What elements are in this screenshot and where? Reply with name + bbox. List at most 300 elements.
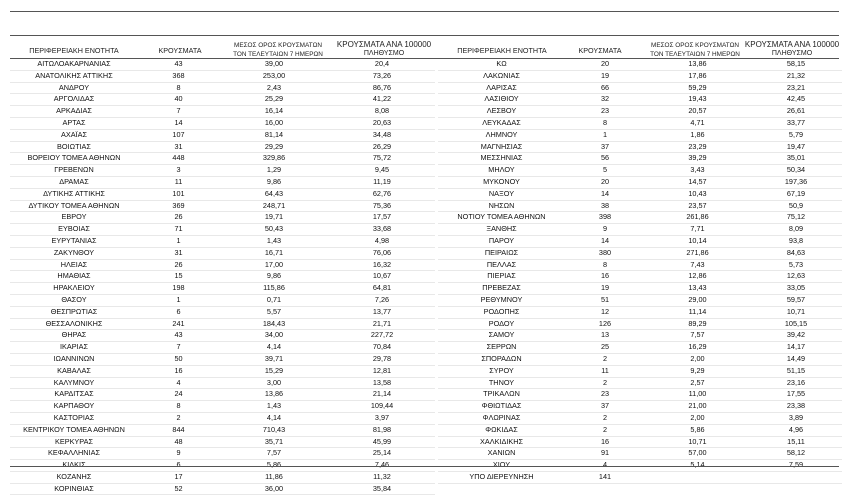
cases-cell: 48 bbox=[174, 436, 183, 446]
table-row bbox=[438, 247, 842, 259]
cases-cell: 26 bbox=[174, 212, 183, 222]
region-cell: ΘΗΡΑΣ bbox=[61, 330, 87, 340]
region-cell: ΑΙΤΩΛΟΑΚΑΡΝΑΝΙΑΣ bbox=[37, 59, 111, 68]
per-100k-cell: 11,32 bbox=[373, 471, 391, 481]
cases-cell: 56 bbox=[600, 153, 610, 163]
cases-cell: 24 bbox=[174, 389, 183, 399]
avg-7day-cell: 2,00 bbox=[690, 412, 705, 422]
per-100k-cell: 23,38 bbox=[786, 401, 806, 411]
cases-cell: 16 bbox=[600, 271, 610, 281]
table-row bbox=[438, 153, 842, 165]
table-row bbox=[10, 342, 435, 354]
avg-7day-cell: 1,86 bbox=[690, 129, 705, 139]
region-cell: ΠΕΛΛΑΣ bbox=[486, 259, 517, 269]
avg-7day-cell: 271,86 bbox=[686, 247, 709, 257]
region-cell: ΦΛΩΡΙΝΑΣ bbox=[482, 412, 521, 422]
cases-cell: 15 bbox=[174, 271, 183, 281]
avg-7day-cell: 9,86 bbox=[266, 176, 282, 186]
per-100k-cell: 29,78 bbox=[372, 353, 392, 363]
per-100k-cell: 5,79 bbox=[788, 129, 804, 139]
per-100k-cell: 76,06 bbox=[372, 247, 392, 257]
per-100k-cell bbox=[750, 471, 842, 483]
region-cell: ΗΜΑΘΙΑΣ bbox=[57, 271, 91, 281]
avg-7day-cell: 16,14 bbox=[264, 106, 284, 116]
region-cell: ΤΗΝΟΥ bbox=[488, 377, 515, 387]
avg-7day-cell: 29,29 bbox=[264, 141, 284, 151]
region-cell: ΛΑΣΙΘΙΟΥ bbox=[484, 94, 519, 104]
region-cell: ΜΥΚΟΝΟΥ bbox=[483, 176, 520, 186]
left-header-per100k-line2: ΠΛΗΘΥΣΜΟ bbox=[363, 49, 405, 57]
table-row bbox=[438, 188, 842, 200]
region-cell: ΣΥΡΟΥ bbox=[489, 365, 514, 375]
avg-7day-cell: 29,00 bbox=[688, 294, 707, 304]
per-100k-cell: 81,98 bbox=[372, 424, 392, 434]
avg-7day-cell: 14,57 bbox=[688, 176, 707, 186]
table-row bbox=[10, 306, 435, 318]
cases-cell: 448 bbox=[172, 153, 185, 163]
cases-cell: 8 bbox=[176, 401, 181, 411]
cases-cell: 23 bbox=[600, 389, 610, 399]
per-100k-cell: 33,05 bbox=[786, 283, 806, 293]
cases-cell: 12 bbox=[600, 306, 610, 316]
cases-cell: 71 bbox=[174, 224, 183, 234]
per-100k-cell: 10,71 bbox=[786, 306, 806, 316]
cases-cell: 2 bbox=[602, 424, 608, 434]
region-cell: ΛΕΣΒΟΥ bbox=[486, 106, 517, 116]
avg-7day-cell: 13,86 bbox=[688, 59, 707, 68]
table-row bbox=[10, 471, 435, 483]
cases-cell: 13 bbox=[600, 330, 610, 340]
left-header-per100k-line1: ΚΡΟΥΣΜΑΤΑ ΑΝΑ 100000 bbox=[336, 40, 432, 49]
per-100k-cell: 16,32 bbox=[372, 259, 392, 269]
per-100k-cell: 35,84 bbox=[372, 483, 392, 493]
avg-7day-cell: 17,86 bbox=[688, 70, 707, 80]
region-cell: ΙΚΑΡΙΑΣ bbox=[59, 342, 89, 352]
per-100k-cell: 7,26 bbox=[374, 294, 390, 304]
table-row bbox=[438, 283, 842, 295]
region-cell: ΑΝΔΡΟΥ bbox=[58, 82, 90, 92]
avg-7day-cell: 5,57 bbox=[266, 306, 282, 316]
cases-cell: 14 bbox=[600, 235, 610, 245]
region-cell: ΕΥΒΟΙΑΣ bbox=[58, 224, 90, 234]
per-100k-cell: 26,29 bbox=[372, 141, 392, 151]
per-100k-cell: 4,96 bbox=[788, 424, 804, 434]
region-cell: ΔΥΤΙΚΗΣ ΑΤΤΙΚΗΣ bbox=[43, 188, 105, 198]
avg-7day-cell: 16,00 bbox=[264, 117, 284, 127]
avg-7day-cell: 39,71 bbox=[264, 353, 284, 363]
table-row bbox=[438, 106, 842, 118]
per-100k-cell: 23,21 bbox=[786, 82, 806, 92]
cases-cell: 1 bbox=[602, 129, 608, 139]
region-cell: ΚΕΦΑΛΛΗΝΙΑΣ bbox=[48, 448, 100, 458]
avg-7day-cell: 39,00 bbox=[264, 59, 284, 68]
right-header-per100k-line2: ΠΛΗΘΥΣΜΟ bbox=[771, 49, 813, 57]
table-row bbox=[438, 165, 842, 177]
per-100k-cell: 109,44 bbox=[370, 401, 394, 411]
avg-7day-cell: 3,00 bbox=[266, 377, 282, 387]
table-row bbox=[10, 200, 435, 212]
table-row bbox=[10, 401, 435, 413]
avg-7day-cell: 2,43 bbox=[266, 82, 282, 92]
table-row bbox=[10, 365, 435, 377]
avg-7day-cell: 39,29 bbox=[688, 153, 707, 163]
avg-7day-cell: 17,00 bbox=[264, 259, 284, 269]
avg-7day-cell: 21,00 bbox=[688, 401, 707, 411]
avg-7day-cell: 11,86 bbox=[265, 471, 283, 481]
table-row bbox=[438, 70, 842, 82]
per-100k-cell: 67,19 bbox=[786, 188, 806, 198]
per-100k-cell: 7,59 bbox=[788, 460, 804, 470]
region-cell: ΑΧΑΪΑΣ bbox=[60, 129, 87, 139]
table-row bbox=[10, 117, 435, 129]
avg-7day-cell: 710,43 bbox=[262, 424, 286, 434]
avg-7day-cell: 11,00 bbox=[688, 389, 707, 399]
cases-cell: 9 bbox=[176, 448, 181, 458]
per-100k-cell: 26,61 bbox=[786, 106, 806, 116]
cases-cell: 5 bbox=[602, 165, 608, 175]
per-100k-cell: 12,81 bbox=[372, 365, 392, 375]
cases-cell: 8 bbox=[602, 117, 608, 127]
per-100k-cell: 75,12 bbox=[786, 212, 806, 222]
avg-7day-cell: 5,86 bbox=[690, 424, 705, 434]
cases-cell: 91 bbox=[600, 448, 610, 458]
per-100k-cell: 23,16 bbox=[786, 377, 806, 387]
left-header-avg-line1: ΜΕΣΟΣ ΟΡΟΣ ΚΡΟΥΣΜΑΤΩΝ bbox=[234, 42, 322, 49]
region-cell: ΚΑΒΑΛΑΣ bbox=[57, 365, 91, 375]
region-cell: ΛΗΜΝΟΥ bbox=[485, 129, 518, 139]
avg-7day-cell: 1,29 bbox=[266, 165, 282, 175]
cases-cell: 43 bbox=[174, 330, 183, 340]
left-header-cases: ΚΡΟΥΣΜΑΤΑ bbox=[158, 46, 202, 55]
region-cell: ΜΕΣΣΗΝΙΑΣ bbox=[480, 153, 523, 163]
avg-7day-cell: 253,00 bbox=[262, 70, 286, 80]
right-header-avg-line2: ΤΟΝ ΤΕΛΕΥΤΑΙΩΝ 7 ΗΜΕΡΩΝ bbox=[650, 50, 740, 58]
avg-7day-cell: 19,71 bbox=[264, 212, 284, 222]
region-cell: ΚΑΛΥΜΝΟΥ bbox=[53, 377, 95, 387]
per-100k-cell: 11,19 bbox=[373, 176, 391, 186]
table-row bbox=[10, 129, 435, 141]
cases-cell: 37 bbox=[600, 401, 610, 411]
cases-cell: 25 bbox=[600, 342, 610, 352]
table-row bbox=[10, 82, 435, 94]
table-row bbox=[10, 94, 435, 106]
per-100k-cell: 25,14 bbox=[372, 448, 392, 458]
per-100k-cell: 13,77 bbox=[372, 306, 392, 316]
table-row bbox=[10, 106, 435, 118]
per-100k-cell: 227,72 bbox=[370, 330, 394, 340]
cases-cell: 40 bbox=[174, 94, 183, 104]
region-cell: ΚΕΝΤΡΙΚΟΥ ΤΟΜΕΑ ΑΘΗΝΩΝ bbox=[23, 424, 125, 434]
per-100k-cell: 62,76 bbox=[372, 188, 392, 198]
per-100k-cell: 64,81 bbox=[372, 283, 392, 293]
table-row bbox=[10, 377, 435, 389]
per-100k-cell: 17,55 bbox=[786, 389, 806, 399]
left-header-region: ΠΕΡΙΦΕΡΕΙΑΚΗ ΕΝΟΤΗΤΑ bbox=[29, 46, 119, 55]
top-rule bbox=[10, 11, 839, 12]
cases-cell: 19 bbox=[600, 70, 610, 80]
avg-7day-cell: 115,86 bbox=[263, 283, 285, 293]
table-row bbox=[438, 82, 842, 94]
avg-7day-cell: 12,86 bbox=[688, 271, 707, 281]
region-cell: ΠΙΕΡΙΑΣ bbox=[487, 271, 516, 281]
region-cell: ΗΡΑΚΛΕΙΟΥ bbox=[53, 283, 95, 293]
cases-cell: 51 bbox=[600, 294, 610, 304]
per-100k-cell: 21,71 bbox=[372, 318, 392, 328]
table-row bbox=[10, 283, 435, 295]
cases-cell: 2 bbox=[176, 412, 181, 422]
cases-cell: 11 bbox=[174, 176, 183, 186]
per-100k-cell: 35,01 bbox=[786, 153, 806, 163]
region-cell: ΑΡΓΟΛΙΔΑΣ bbox=[53, 94, 95, 104]
avg-7day-cell: 261,86 bbox=[686, 212, 709, 222]
region-cell: ΦΩΚΙΔΑΣ bbox=[485, 424, 518, 434]
table-row bbox=[10, 424, 435, 436]
avg-7day-cell bbox=[645, 471, 750, 483]
per-100k-cell: 14,17 bbox=[786, 342, 806, 352]
cases-cell: 2 bbox=[602, 412, 608, 422]
per-100k-cell: 197,36 bbox=[784, 176, 808, 186]
table-row bbox=[10, 153, 435, 165]
avg-7day-cell: 9,29 bbox=[690, 365, 705, 375]
cases-cell: 14 bbox=[174, 117, 183, 127]
table-row bbox=[10, 436, 435, 448]
per-100k-cell: 50,34 bbox=[786, 165, 806, 175]
cases-cell: 4 bbox=[602, 460, 608, 470]
per-100k-cell: 21,32 bbox=[786, 70, 806, 80]
avg-7day-cell: 16,71 bbox=[264, 247, 284, 257]
per-100k-cell: 14,49 bbox=[786, 353, 806, 363]
avg-7day-cell: 10,43 bbox=[688, 188, 707, 198]
right-header-per100k bbox=[742, 41, 842, 58]
table-row bbox=[10, 412, 435, 424]
avg-7day-cell: 2,57 bbox=[690, 377, 705, 387]
table-row bbox=[10, 165, 435, 177]
region-cell: ΕΒΡΟΥ bbox=[61, 212, 87, 222]
table-row bbox=[438, 365, 842, 377]
per-100k-cell: 20,4 bbox=[374, 59, 390, 68]
avg-7day-cell: 1,43 bbox=[266, 401, 282, 411]
per-100k-cell: 73,26 bbox=[372, 70, 392, 80]
region-cell: ΔΡΑΜΑΣ bbox=[59, 176, 89, 186]
per-100k-cell: 7,46 bbox=[374, 460, 390, 470]
per-100k-cell: 12,63 bbox=[786, 271, 806, 281]
cases-cell: 141 bbox=[598, 471, 612, 481]
cases-cell: 31 bbox=[174, 247, 183, 257]
per-100k-cell: 4,98 bbox=[374, 235, 390, 245]
avg-7day-cell: 36,00 bbox=[264, 483, 284, 493]
region-cell: ΚΑΣΤΟΡΙΑΣ bbox=[53, 412, 95, 422]
per-100k-cell: 58,15 bbox=[786, 59, 806, 68]
avg-7day-cell: 7,71 bbox=[690, 224, 705, 234]
avg-7day-cell: 2,00 bbox=[690, 353, 705, 363]
table-row bbox=[10, 483, 435, 495]
avg-7day-cell: 20,57 bbox=[688, 106, 707, 116]
cases-cell: 3 bbox=[176, 165, 181, 175]
avg-7day-cell: 64,43 bbox=[264, 188, 284, 198]
region-cell: ΚΑΡΠΑΘΟΥ bbox=[53, 401, 95, 411]
region-cell: ΑΝΑΤΟΛΙΚΗΣ ΑΤΤΙΚΗΣ bbox=[35, 70, 113, 80]
per-100k-cell: 59,57 bbox=[786, 294, 806, 304]
table-row bbox=[438, 200, 842, 212]
region-cell: ΚΑΡΔΙΤΣΑΣ bbox=[54, 389, 94, 399]
table-row bbox=[438, 377, 842, 389]
cases-cell: 1 bbox=[176, 235, 181, 245]
avg-7day-cell: 13,43 bbox=[688, 283, 707, 293]
avg-7day-cell: 35,71 bbox=[264, 436, 284, 446]
table-row bbox=[438, 471, 842, 483]
right-header-cases: ΚΡΟΥΣΜΑΤΑ bbox=[578, 46, 622, 55]
table-row bbox=[438, 318, 842, 330]
region-cell: ΣΑΜΟΥ bbox=[488, 330, 515, 340]
cases-cell: 50 bbox=[174, 353, 183, 363]
cases-cell: 11 bbox=[601, 365, 609, 375]
table-row bbox=[10, 318, 435, 330]
per-100k-cell: 75,72 bbox=[372, 153, 392, 163]
table-row bbox=[438, 212, 842, 224]
cases-cell: 16 bbox=[174, 365, 183, 375]
avg-7day-cell: 23,29 bbox=[688, 141, 707, 151]
table-row bbox=[10, 224, 435, 236]
right-header-per100k-line1: ΚΡΟΥΣΜΑΤΑ ΑΝΑ 100000 bbox=[744, 40, 840, 49]
per-100k-cell: 3,89 bbox=[788, 412, 804, 422]
per-100k-cell: 21,14 bbox=[372, 389, 392, 399]
region-cell: ΝΟΤΙΟΥ ΤΟΜΕΑ ΑΘΗΝΩΝ bbox=[457, 212, 546, 222]
region-cell: ΑΡΚΑΔΙΑΣ bbox=[56, 106, 92, 116]
left-data-table bbox=[10, 59, 435, 495]
table-row bbox=[10, 353, 435, 365]
per-100k-cell: 34,48 bbox=[372, 129, 392, 139]
region-cell: ΤΡΙΚΑΛΩΝ bbox=[483, 389, 520, 399]
avg-7day-cell: 4,14 bbox=[266, 412, 282, 422]
right-data-table bbox=[438, 59, 842, 484]
per-100k-cell: 41,22 bbox=[372, 94, 392, 104]
region-cell: ΔΥΤΙΚΟΥ ΤΟΜΕΑ ΑΘΗΝΩΝ bbox=[28, 200, 120, 210]
table-row bbox=[438, 94, 842, 106]
right-header-avg bbox=[640, 42, 750, 59]
region-cell: ΦΘΙΩΤΙΔΑΣ bbox=[481, 401, 522, 411]
avg-7day-cell: 5,86 bbox=[266, 460, 282, 470]
table-row bbox=[438, 412, 842, 424]
avg-7day-cell: 89,29 bbox=[688, 318, 707, 328]
region-cell: ΣΠΟΡΑΔΩΝ bbox=[481, 353, 522, 363]
table-row bbox=[10, 330, 435, 342]
avg-7day-cell: 23,57 bbox=[688, 200, 707, 210]
region-cell: ΡΟΔΟΠΗΣ bbox=[483, 306, 520, 316]
table-row bbox=[438, 353, 842, 365]
table-row bbox=[438, 235, 842, 247]
per-100k-cell: 50,9 bbox=[788, 200, 804, 210]
cases-cell: 37 bbox=[600, 141, 610, 151]
avg-7day-cell: 19,43 bbox=[688, 94, 707, 104]
table-row bbox=[10, 70, 435, 82]
avg-7day-cell: 81,14 bbox=[264, 129, 284, 139]
table-row bbox=[438, 448, 842, 460]
region-cell: ΥΠΟ ΔΙΕΡΕΥΝΗΣΗ bbox=[469, 471, 534, 481]
avg-7day-cell: 15,29 bbox=[264, 365, 284, 375]
per-100k-cell: 3,97 bbox=[374, 412, 390, 422]
per-100k-cell: 17,57 bbox=[372, 212, 392, 222]
table-row bbox=[10, 259, 435, 271]
cases-cell: 66 bbox=[600, 82, 610, 92]
region-cell: ΞΑΝΘΗΣ bbox=[486, 224, 517, 234]
region-cell: ΖΑΚΥΝΘΟΥ bbox=[53, 247, 95, 257]
cases-cell: 20 bbox=[600, 176, 610, 186]
per-100k-cell: 42,45 bbox=[786, 94, 806, 104]
region-cell: ΑΡΤΑΣ bbox=[62, 117, 86, 127]
per-100k-cell: 105,15 bbox=[784, 318, 808, 328]
avg-7day-cell: 3,43 bbox=[690, 165, 705, 175]
cases-cell: 32 bbox=[600, 94, 610, 104]
table-row bbox=[438, 424, 842, 436]
table-row bbox=[438, 330, 842, 342]
per-100k-cell: 20,63 bbox=[372, 117, 392, 127]
per-100k-cell: 33,68 bbox=[372, 224, 392, 234]
per-100k-cell: 58,12 bbox=[786, 448, 806, 458]
cases-cell: 8 bbox=[176, 82, 181, 92]
per-100k-cell: 9,45 bbox=[374, 165, 390, 175]
cases-cell: 241 bbox=[172, 318, 185, 328]
avg-7day-cell: 4,14 bbox=[266, 342, 282, 352]
cases-cell: 14 bbox=[600, 188, 610, 198]
table-row bbox=[438, 306, 842, 318]
cases-cell: 26 bbox=[174, 259, 183, 269]
table-row bbox=[10, 176, 435, 188]
avg-7day-cell: 10,14 bbox=[688, 235, 707, 245]
avg-7day-cell: 7,57 bbox=[266, 448, 282, 458]
cases-cell: 101 bbox=[172, 188, 185, 198]
region-cell: ΣΕΡΡΩΝ bbox=[486, 342, 517, 352]
per-100k-cell: 45,99 bbox=[372, 436, 392, 446]
region-cell: ΚΟΡΙΝΘΙΑΣ bbox=[54, 483, 94, 493]
cases-cell: 6 bbox=[176, 460, 181, 470]
table-row bbox=[438, 259, 842, 271]
region-cell: ΘΕΣΠΡΩΤΙΑΣ bbox=[50, 306, 98, 316]
region-cell: ΓΡΕΒΕΝΩΝ bbox=[54, 165, 94, 175]
per-100k-cell: 19,47 bbox=[786, 141, 806, 151]
table-row bbox=[438, 129, 842, 141]
avg-7day-cell: 5,14 bbox=[690, 460, 705, 470]
region-cell: ΚΙΛΚΙΣ bbox=[62, 460, 86, 470]
avg-7day-cell: 34,00 bbox=[264, 330, 284, 340]
table-row bbox=[438, 401, 842, 413]
region-cell: ΠΑΡΟΥ bbox=[488, 235, 515, 245]
cases-cell: 20 bbox=[600, 59, 610, 68]
cases-cell: 7 bbox=[176, 342, 181, 352]
cases-cell: 107 bbox=[172, 129, 185, 139]
avg-7day-cell: 16,29 bbox=[688, 342, 707, 352]
table-row bbox=[10, 59, 435, 70]
table-row bbox=[438, 176, 842, 188]
cases-cell: 368 bbox=[172, 70, 185, 80]
cases-cell: 844 bbox=[172, 424, 185, 434]
table-row bbox=[10, 389, 435, 401]
table-row bbox=[438, 389, 842, 401]
region-cell: ΠΡΕΒΕΖΑΣ bbox=[482, 283, 521, 293]
per-100k-cell: 8,08 bbox=[374, 106, 390, 116]
cases-cell: 52 bbox=[174, 483, 183, 493]
table-row bbox=[438, 141, 842, 153]
per-100k-cell: 33,77 bbox=[786, 117, 806, 127]
avg-7day-cell: 11,14 bbox=[688, 306, 707, 316]
per-100k-cell: 39,42 bbox=[786, 330, 806, 340]
region-cell: ΗΛΕΙΑΣ bbox=[60, 259, 88, 269]
per-100k-cell: 84,63 bbox=[786, 247, 806, 257]
bottom-rule bbox=[10, 466, 839, 467]
region-cell: ΠΕΙΡΑΙΩΣ bbox=[484, 247, 519, 257]
table-row bbox=[10, 294, 435, 306]
region-cell: ΧΑΝΙΩΝ bbox=[487, 448, 516, 458]
table-row bbox=[10, 448, 435, 460]
